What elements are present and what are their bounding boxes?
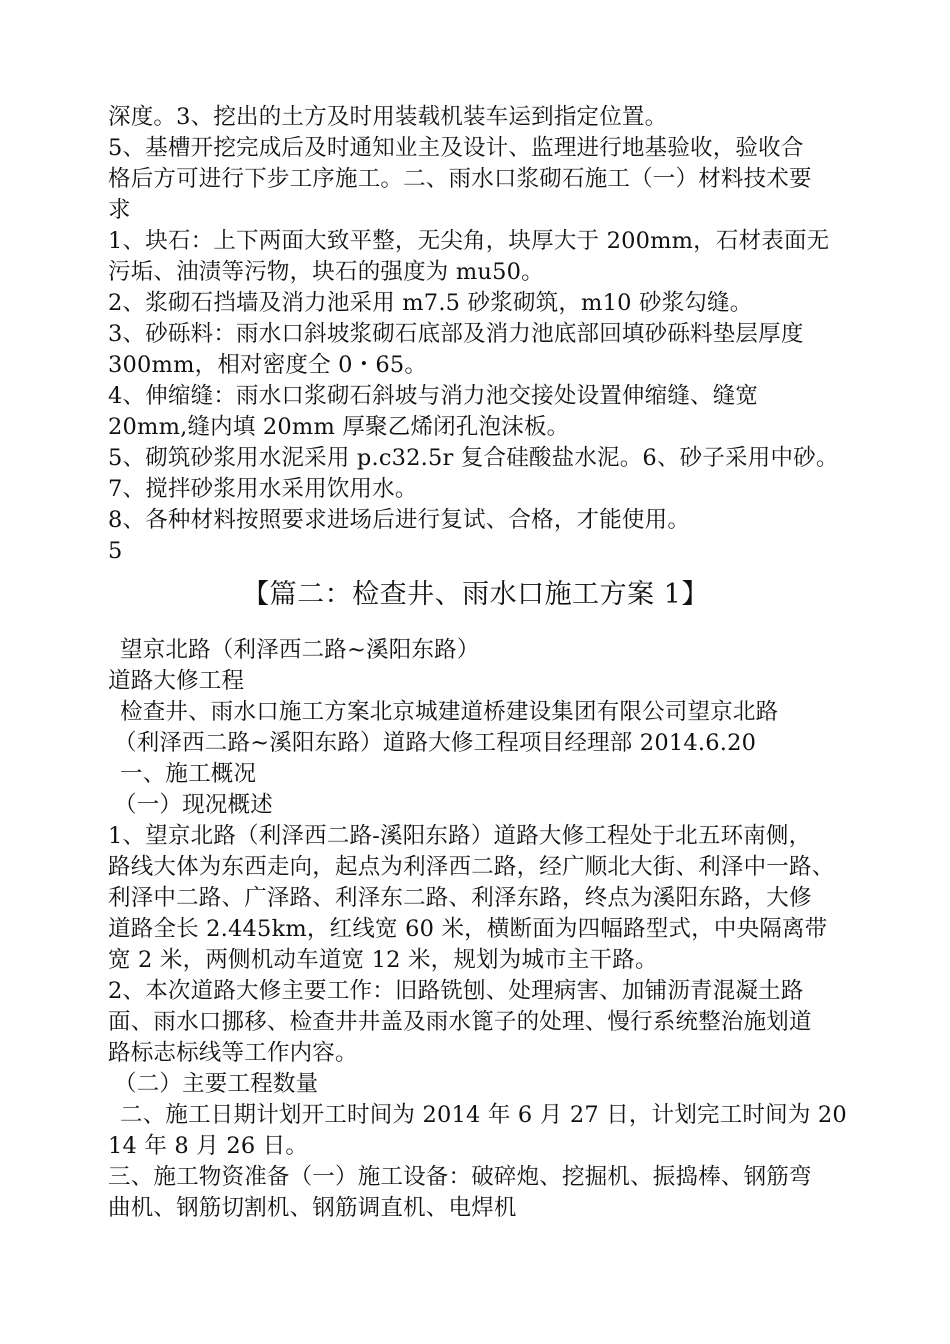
text-line: 20mm,缝内填 20mm 厚聚乙烯闭孔泡沫板。	[108, 414, 570, 440]
text-line: 检查井、雨水口施工方案北京城建道桥建设集团有限公司望京北路	[120, 699, 779, 725]
text-line: 7、搅拌砂浆用水采用饮用水。	[108, 476, 418, 502]
text-line: 求	[108, 197, 131, 223]
text-line: 格后方可进行下步工序施工。二、雨水口浆砌石施工（一）材料技术要	[108, 166, 812, 192]
text-line: 8、各种材料按照要求进场后进行复试、合格，才能使用。	[108, 507, 691, 533]
text-line: 2、浆砌石挡墙及消力池采用 m7.5 砂浆砌筑，m10 砂浆勾缝。	[108, 290, 753, 316]
text-line: 1、望京北路（利泽西二路-溪阳东路）道路大修工程处于北五环南侧，	[108, 823, 812, 849]
text-line: 三、施工物资准备（一）施工设备：破碎炮、挖掘机、振捣棒、钢筋弯	[108, 1164, 812, 1190]
text-line: 1、块石：上下两面大致平整，无尖角，块厚大于 200mm，石材表面无	[108, 228, 830, 254]
text-line: 2、本次道路大修主要工作：旧路铣刨、处理病害、加铺沥青混凝土路	[108, 978, 804, 1004]
text-line: 路线大体为东西走向，起点为利泽西二路，经广顺北大街、利泽中一路、	[108, 854, 835, 880]
section-construction-plan	[108, 635, 847, 1224]
text-line: 污垢、油渍等污物，块石的强度为 mu50。	[108, 259, 544, 285]
text-line: 路标志标线等工作内容。	[108, 1040, 358, 1066]
project-name-line: 望京北路（利泽西二路~溪阳东路）	[120, 637, 480, 663]
subheading: （一）现况概述	[114, 792, 273, 818]
text-line: 深度。3、挖出的土方及时用装载机装车运到指定位置。	[108, 104, 668, 130]
text-line: 5、基槽开挖完成后及时通知业主及设计、监理进行地基验收，验收合	[108, 135, 804, 161]
text-line: 5、砌筑砂浆用水泥采用 p.c32.5r 复合硅酸盐水泥。6、砂子采用中砂。	[108, 445, 839, 471]
text-line: 14 年 8 月 26 日。	[108, 1133, 309, 1159]
subheading: （二）主要工程数量	[114, 1071, 319, 1097]
text-line: 二、施工日期计划开工时间为 2014 年 6 月 27 日，计划完工时间为 20	[120, 1102, 847, 1128]
text-line: 曲机、钢筋切割机、钢筋调直机、电焊机	[108, 1195, 517, 1221]
section-materials	[108, 102, 843, 567]
text-line: 300mm，相对密度仝 0・65。	[108, 352, 428, 378]
text-line: 面、雨水口挪移、检查井井盖及雨水篦子的处理、慢行系统整治施划道	[108, 1009, 812, 1035]
document-page	[108, 102, 847, 1224]
project-name-line: 道路大修工程	[108, 668, 245, 694]
section-heading: 【篇二：检查井、雨水口施工方案 1】	[242, 579, 709, 610]
text-line: 利泽中二路、广泽路、利泽东二路、利泽东路，终点为溪阳东路，大修	[108, 885, 812, 911]
text-line: 宽 2 米，两侧机动车道宽 12 米，规划为城市主干路。	[108, 947, 658, 973]
text-line: 4、伸缩缝：雨水口浆砌石斜坡与消力池交接处设置伸缩缝、缝宽	[108, 383, 759, 409]
text-line: （利泽西二路~溪阳东路）道路大修工程项目经理部 2014.6.20	[114, 730, 757, 756]
subheading: 一、施工概况	[120, 761, 257, 787]
page-number: 5	[108, 538, 123, 564]
text-line: 3、砂砾料：雨水口斜坡浆砌石底部及消力池底部回填砂砾料垫层厚度	[108, 321, 804, 347]
text-line: 道路全长 2.445km，红线宽 60 米，横断面为四幅路型式，中央隔离带	[108, 916, 828, 942]
